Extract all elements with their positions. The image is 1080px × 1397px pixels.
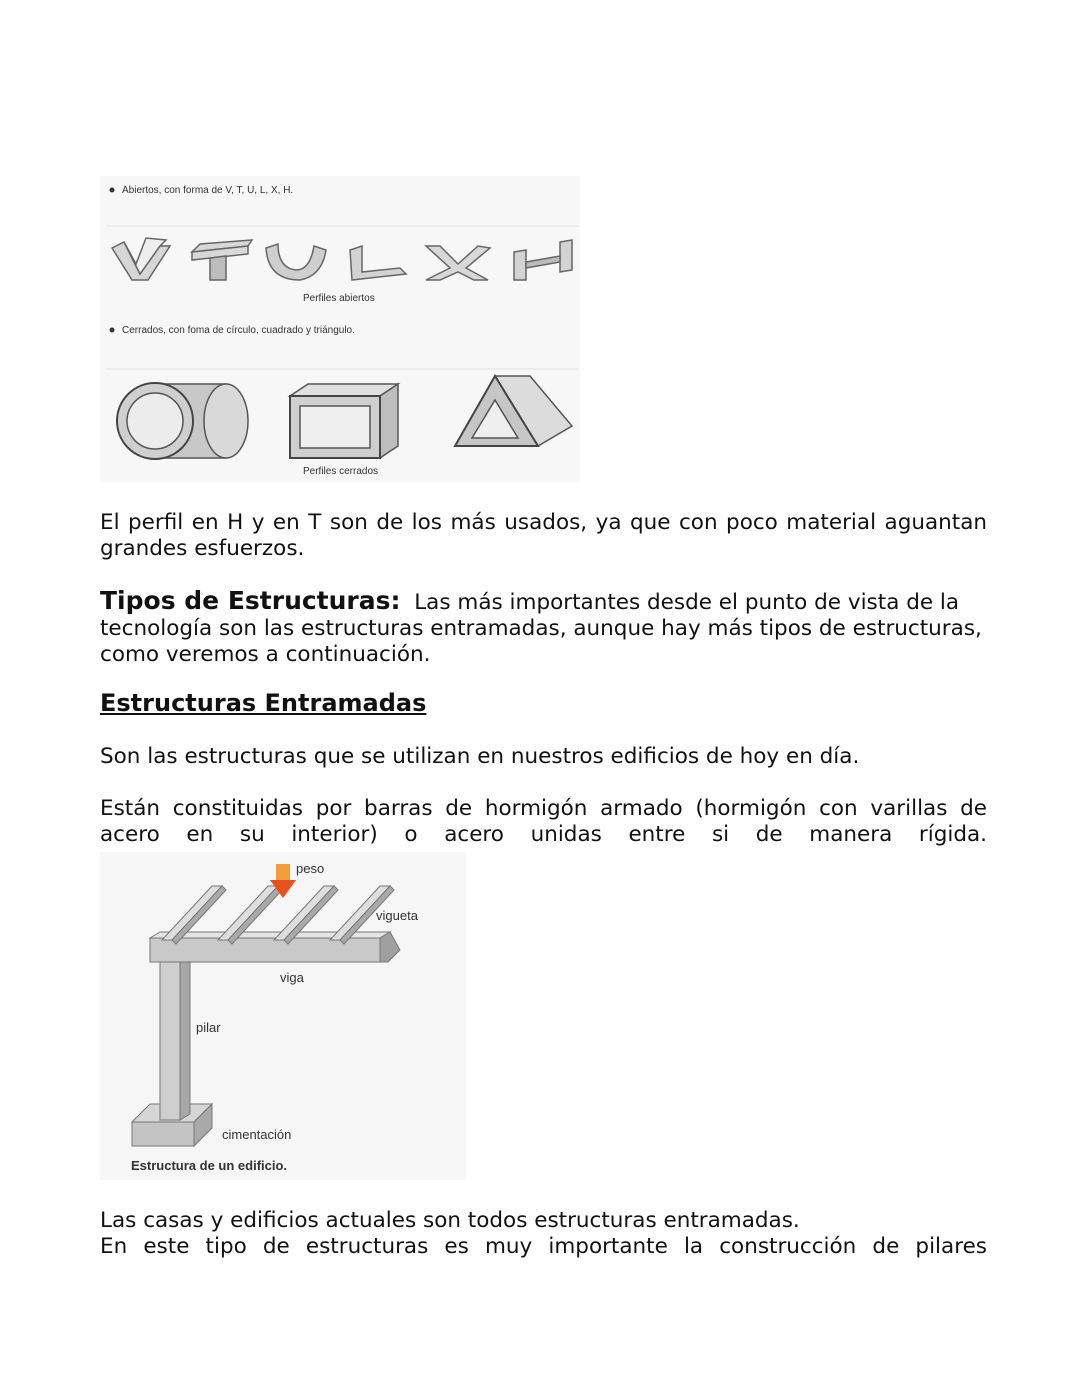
label-peso: peso — [296, 861, 325, 876]
closed-profiles-caption: Perfiles cerrados — [303, 466, 379, 477]
tipos-paragraph — [100, 588, 987, 668]
open-profiles-bullet: Abiertos, con forma de V, T, U, L, X, H. — [122, 185, 294, 196]
paragraph-houses: Las casas y edificios actuales son todos estructuras entramadas. — [100, 1208, 800, 1233]
beam — [150, 932, 400, 962]
bullet-dot — [110, 188, 115, 193]
tipos-text: Las más importantes desde el punto de vista de la tecnología son las estructuras entramadas, aunque hay más tipos de estructuras, como veremos a continuación. — [100, 590, 982, 667]
paragraph-pillars: En este tipo de estructuras es muy importante la construcción de pilares — [100, 1234, 987, 1259]
profiles-figure — [100, 176, 580, 482]
closed-profiles-bullet: Cerrados, con foma de círculo, cuadrado y triángulo. — [122, 325, 355, 336]
square-tube-icon — [290, 384, 398, 458]
label-viga: viga — [280, 970, 304, 985]
building-structure-figure — [100, 852, 466, 1180]
circular-tube-icon — [117, 383, 248, 459]
bullet-dot — [110, 328, 115, 333]
section-heading: Estructuras Entramadas — [100, 689, 427, 717]
paragraph-profiles: El perfil en H y en T son de los más usados, ya que con poco material aguantan grandes esfuerzos. — [100, 510, 987, 561]
pillar-column — [160, 942, 190, 1120]
paragraph-bars: Están constituidas por barras de hormigón armado (hormigón con varillas de acero en su interior) o acero unidas entre si de manera rígida. — [100, 796, 987, 847]
label-pilar: pilar — [196, 1020, 221, 1035]
paragraph-buildings: Son las estructuras que se utilizan en nuestros edificios de hoy en día. — [100, 744, 860, 769]
tipos-heading: Tipos de Estructuras: — [100, 586, 401, 615]
open-profiles-caption: Perfiles abiertos — [303, 293, 375, 304]
figure-caption: Estructura de un edificio. — [131, 1158, 288, 1173]
label-cimentacion: cimentación — [222, 1127, 292, 1142]
label-vigueta: vigueta — [376, 908, 418, 923]
